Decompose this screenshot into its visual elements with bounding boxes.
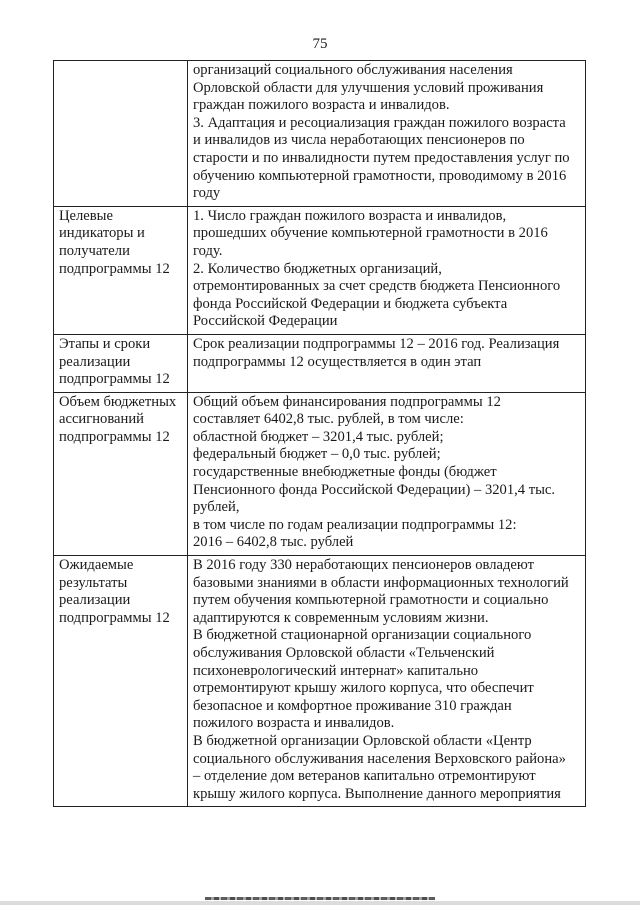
- row-content-cell: [188, 556, 586, 807]
- page-number: 75: [312, 36, 328, 52]
- row-content-line: старости и по инвалидности путем предоставления услуг по: [193, 149, 570, 166]
- passport-table: [53, 60, 586, 807]
- row-content-line: безопасное и комфортное проживание 310 граждан: [193, 697, 512, 714]
- row-content-line: Общий объем финансирования подпрограммы 12: [193, 393, 501, 410]
- row-content-line: – отделение дом ветеранов капитально отремонтируют: [193, 768, 536, 785]
- row-content-line: Срок реализации подпрограммы 12 – 2016 год. Реализация: [193, 335, 560, 352]
- row-content-line: и инвалидов из числа неработающих пенсионеров по: [193, 132, 525, 149]
- row-label-line: результаты: [59, 574, 128, 591]
- row-content-line: организаций социального обслуживания населения: [193, 62, 513, 78]
- table-row: [54, 206, 586, 334]
- row-label-cell: [54, 206, 188, 334]
- row-content-line: государственные внебюджетные фонды (бюджет: [193, 464, 497, 481]
- row-content-line: рублей,: [193, 499, 240, 516]
- table-row: [54, 61, 586, 207]
- table-row: [54, 392, 586, 555]
- row-content-line: составляет 6402,8 тыс. рублей, в том числе:: [193, 411, 464, 428]
- row-label-line: подпрограммы 12: [59, 428, 170, 445]
- row-label-line: подпрограммы 12: [59, 260, 170, 277]
- row-content-line: адаптируются к современным условиям жизни.: [193, 609, 489, 626]
- row-label-line: реализации: [59, 592, 131, 609]
- row-content-line: обслуживания Орловской области «Тельченский: [193, 645, 495, 661]
- row-label-cell: [54, 61, 188, 207]
- row-content-line: путем обучения компьютерной грамотности и социально: [193, 592, 549, 609]
- row-content-line: В бюджетной организации Орловской области «Центр: [193, 732, 532, 749]
- row-content-line: отремонтируют крышу жилого корпуса, что обеспечит: [193, 680, 534, 697]
- row-content-line: фонда Российской Федерации и бюджета субъекта: [193, 295, 508, 312]
- row-content-line: 2. Количество бюджетных организаций,: [193, 260, 442, 277]
- row-content-line: областной бюджет – 3201,4 тыс. рублей;: [193, 428, 444, 445]
- row-content-line: Пенсионного фонда Российской Федерации) – 3201,4 тыс.: [193, 481, 556, 498]
- row-content-line: отремонтированных за счет средств бюджета Пенсионного: [193, 278, 561, 295]
- row-label-line: получатели: [59, 242, 130, 259]
- row-label-cell: [54, 556, 188, 807]
- row-content-line: базовыми знаниями в области информационных технологий: [193, 574, 569, 591]
- row-content-line: 1. Число граждан пожилого возраста и инвалидов,: [193, 207, 507, 224]
- row-content-cell: [188, 61, 586, 207]
- row-content-line: прошедших обучение компьютерной грамотности в 2016: [193, 225, 548, 242]
- row-label-cell: [54, 334, 188, 392]
- row-content-line: подпрограммы 12 осуществляется в один этап: [193, 353, 482, 370]
- row-content-cell: [188, 392, 586, 555]
- row-content-line: Российской Федерации: [193, 313, 338, 330]
- row-content-cell: [188, 334, 586, 392]
- table-row: [54, 334, 586, 392]
- row-label-line: Объем бюджетных: [59, 393, 177, 410]
- row-label-line: Ожидаемые: [59, 557, 134, 574]
- row-content-line: обучению компьютерной грамотности, проводимому в 2016: [193, 167, 567, 184]
- row-content-line: году.: [193, 242, 223, 259]
- row-content-line: психоневрологический интернат» капитально: [193, 662, 479, 679]
- passport-table-body: [54, 61, 586, 807]
- row-content-line: В бюджетной стационарной организации социального: [193, 627, 532, 644]
- row-content-line: в том числе по годам реализации подпрограммы 12:: [193, 516, 517, 533]
- row-content-line: 3. Адаптация и ресоциализация граждан пожилого возраста: [193, 114, 566, 131]
- row-content-line: году: [193, 185, 221, 202]
- table-row: [54, 556, 586, 807]
- row-content-line: 2016 – 6402,8 тыс. рублей: [193, 534, 354, 551]
- row-content-line: граждан пожилого возраста и инвалидов.: [193, 97, 450, 114]
- row-label-line: реализации: [59, 353, 131, 370]
- scan-artifact: [205, 897, 435, 900]
- row-content-line: Орловской области для улучшения условий проживания: [193, 79, 544, 96]
- row-content-line: социального обслуживания населения Верховского района»: [193, 750, 566, 767]
- row-label-line: индикаторы и: [59, 225, 145, 242]
- row-label-line: Этапы и сроки: [59, 335, 151, 352]
- row-content-line: крышу жилого корпуса. Выполнение данного мероприятия: [193, 785, 561, 802]
- scan-edge: [0, 901, 640, 905]
- row-label-line: Целевые: [59, 207, 113, 224]
- row-label-line: подпрограммы 12: [59, 609, 170, 626]
- row-content-line: В 2016 году 330 неработающих пенсионеров овладеют: [193, 557, 534, 574]
- row-label-cell: [54, 392, 188, 555]
- row-label-line: ассигнований: [59, 411, 144, 428]
- row-content-cell: [188, 206, 586, 334]
- row-label-line: подпрограммы 12: [59, 371, 170, 388]
- row-content-line: пожилого возраста и инвалидов.: [193, 715, 395, 732]
- row-content-line: федеральный бюджет – 0,0 тыс. рублей;: [193, 446, 441, 463]
